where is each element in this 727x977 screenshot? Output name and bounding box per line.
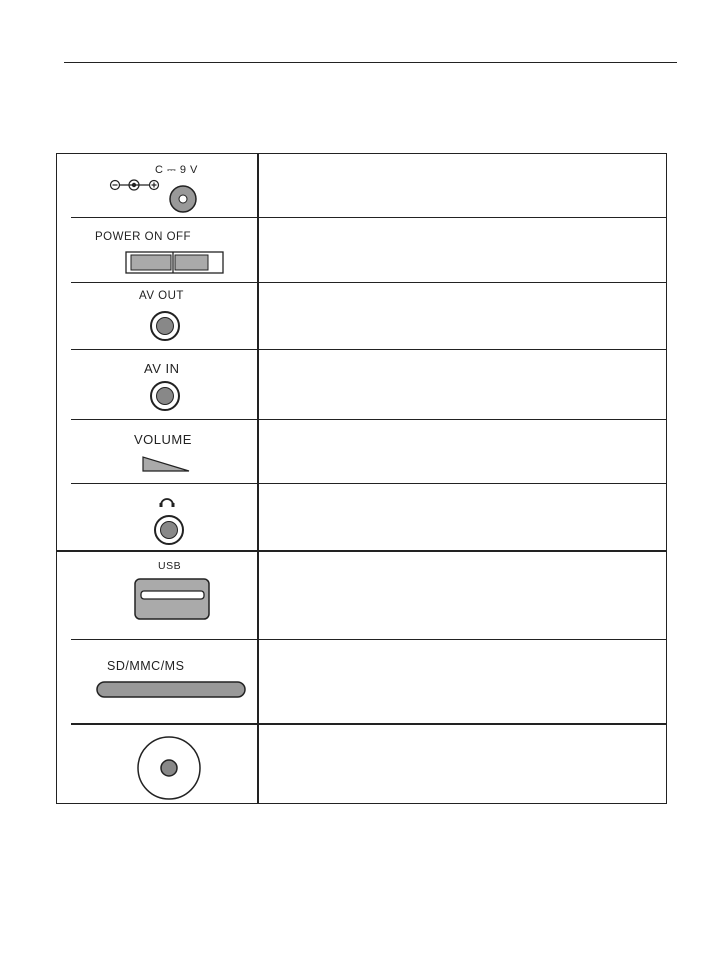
dc-rating-label: C ⎓ 9 V: [155, 164, 198, 176]
port-row-disc: [57, 723, 257, 803]
volume-label: VOLUME: [134, 432, 192, 447]
av-out-jack-icon[interactable]: [150, 311, 180, 341]
av-out-label: AV OUT: [139, 290, 184, 302]
usb-label: USB: [158, 560, 182, 572]
column-divider: [257, 154, 259, 803]
power-switch-label: POWER ON OFF: [95, 231, 192, 243]
port-row-usb: [57, 550, 257, 639]
disc-spindle-icon: [57, 723, 257, 803]
port-row-av-in: [57, 349, 257, 419]
headphone-jack-icon[interactable]: [154, 515, 184, 545]
port-row-card: [57, 639, 257, 723]
dc-power-jack-icon: [57, 154, 257, 217]
port-row-power: [57, 217, 257, 282]
port-row-av-out: [57, 282, 257, 349]
header-rule: [64, 62, 677, 63]
av-in-jack-icon[interactable]: [150, 381, 180, 411]
port-row-volume: [57, 419, 257, 483]
card-slot-label: SD/MMC/MS: [107, 659, 185, 673]
port-row-headphone: [57, 483, 257, 550]
usb-port-icon[interactable]: [57, 550, 257, 639]
power-slide-switch-icon[interactable]: [57, 217, 257, 282]
av-in-label: AV IN: [144, 361, 180, 376]
card-slot-icon[interactable]: [57, 639, 257, 723]
port-table: [56, 153, 667, 804]
port-row-dc-in: [57, 154, 257, 217]
volume-wedge-icon[interactable]: [57, 419, 257, 483]
